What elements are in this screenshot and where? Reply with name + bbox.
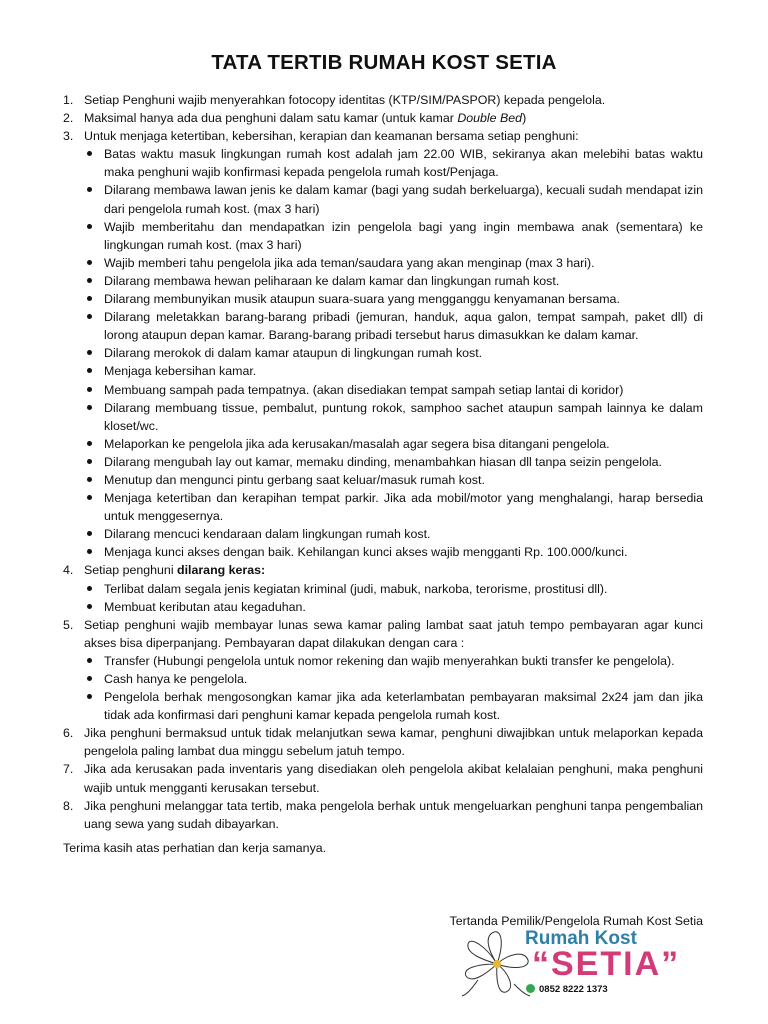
rule-text: Jika penghuni melanggar tata tertib, maka pengelola berhak untuk mengeluarkan penghuni tanpa pengembalian uang sewa yang sudah dibayarkan.: [84, 798, 703, 831]
rule-subitem: Transfer (Hubungi pengelola untuk nomor rekening dan wajib menyerahkan bukti transfer ke pengelola).: [84, 652, 703, 670]
logo-brand-text: Rumah Kost: [525, 928, 637, 949]
rules-list: [63, 91, 703, 833]
document-body: [63, 91, 703, 857]
rule-text: Jika ada kerusakan pada inventaris yang disediakan oleh pengelola akibat kelalaian penghuni, maka penghuni wajib untuk mengganti kerusakan tersebut.: [84, 762, 703, 795]
rule-item: [63, 127, 703, 561]
rule-subitem: Menjaga ketertiban dan kerapihan tempat parkir. Jika ada mobil/motor yang menghalangi, harap bersedia untuk menggesernya.: [84, 489, 703, 525]
logo-name-text: “SETIA”: [532, 945, 681, 983]
rule-subitem: Dilarang meletakkan barang-barang pribadi (jemuran, handuk, aqua galon, tempat sampah, paket dll) di lorong ataupun depan kamar. Barang-barang pribadi tersebut harus dimasukkan ke dalam kamar.: [84, 308, 703, 344]
rule-number: 2.: [63, 111, 74, 126]
closing-text: Terima kasih atas perhatian dan kerja samanya.: [63, 840, 327, 855]
rule-subitem: Terlibat dalam segala jenis kegiatan kriminal (judi, mabuk, narkoba, terorisme, prostitusi dll).: [84, 580, 703, 598]
rule-subitems: [84, 652, 703, 724]
rule-bold: dilarang keras:: [177, 563, 266, 578]
rule-subitem: Wajib memberitahu dan mendapatkan izin pengelola bagi yang ingin membawa anak (sementara) ke lingkungan rumah kost. (max 3 hari): [84, 218, 703, 254]
rule-subitems: [84, 145, 703, 561]
document-title: TATA TERTIB RUMAH KOST SETIA: [211, 51, 557, 74]
rule-text: Untuk menjaga ketertiban, kebersihan, kerapian dan keamanan bersama setiap penghuni:: [84, 129, 579, 144]
rule-subitem: Menjaga kebersihan kamar.: [84, 362, 703, 380]
rule-subitem: Wajib memberi tahu pengelola jika ada teman/saudara yang akan menginap (max 3 hari).: [84, 254, 703, 272]
rule-number: 4.: [63, 563, 74, 578]
rule-number: 5.: [63, 617, 74, 632]
rule-text: Setiap penghuni wajib membayar lunas sewa kamar paling lambat saat jatuh tempo pembayaran agar kunci akses bisa diperpanjang. Pembayaran dapat dilakukan dengan cara :: [84, 617, 703, 650]
rule-item: [63, 109, 703, 127]
rule-item: [63, 561, 703, 615]
rule-item: [63, 797, 703, 833]
rule-subitem: Batas waktu masuk lingkungan rumah kost adalah jam 22.00 WIB, sekiranya akan melebihi batas waktu maka penghuni wajib konfirmasi kepada pengelola rumah kost/Penjaga.: [84, 145, 703, 181]
rule-subitem: Dilarang membunyikan musik ataupun suara-suara yang mengganggu kenyamanan bersama.: [84, 290, 703, 308]
rule-subitem: Dilarang membuang tissue, pembalut, puntung rokok, samphoo sachet ataupun sampah lainnya ke dalam kloset/wc.: [84, 399, 703, 435]
rule-subitem: Cash hanya ke pengelola.: [84, 670, 703, 688]
rule-text-after: ): [522, 111, 527, 126]
rule-item: [63, 724, 703, 760]
rule-subitem: Dilarang mengubah lay out kamar, memaku dinding, menambahkan hiasan dll tanpa seizin pengelola.: [84, 453, 703, 471]
signature-line: Tertanda Pemilik/Pengelola Rumah Kost Setia: [449, 914, 703, 928]
rule-number: 6.: [63, 726, 74, 741]
rule-text: Setiap penghuni: [84, 563, 178, 578]
rule-subitem: Dilarang mencuci kendaraan dalam lingkungan rumah kost.: [84, 525, 703, 543]
rule-subitem: Dilarang membawa lawan jenis ke dalam kamar (bagi yang sudah berkeluarga), kecuali sudah mendapat izin dari pengelola rumah kost. (max 3 hari): [84, 181, 703, 217]
whatsapp-icon: [526, 984, 535, 993]
rule-text: Jika penghuni bermaksud untuk tidak melanjutkan sewa kamar, penghuni diwajibkan untuk melaporkan kepada pengelola paling lambat dua minggu sebelum jatuh tempo.: [84, 726, 703, 759]
rule-subitem: Menjaga kunci akses dengan baik. Kehilangan kunci akses wajib mengganti Rp. 100.000/kunci.: [84, 543, 703, 561]
rule-number: 3.: [63, 129, 74, 144]
rule-number: 7.: [63, 762, 74, 777]
rule-subitem: Dilarang merokok di dalam kamar ataupun di lingkungan rumah kost.: [84, 344, 703, 362]
rule-item: [63, 91, 703, 109]
rule-text: Setiap Penghuni wajib menyerahkan fotocopy identitas (KTP/SIM/PASPOR) kepada pengelola.: [84, 93, 606, 107]
rule-subitem: Dilarang membawa hewan peliharaan ke dalam kamar dan lingkungan rumah kost.: [84, 272, 703, 290]
rule-subitem: Membuang sampah pada tempatnya. (akan disediakan tempat sampah setiap lantai di koridor): [84, 381, 703, 399]
rule-number: 1.: [63, 93, 74, 107]
rule-text: Maksimal hanya ada dua penghuni dalam satu kamar (untuk kamar: [84, 111, 458, 126]
rule-emphasis: Double Bed: [457, 111, 523, 126]
logo-phone-number: 0852 8222 1373: [539, 984, 608, 995]
rule-subitem: Melaporkan ke pengelola jika ada kerusakan/masalah agar segera bisa ditangani pengelola.: [84, 435, 703, 453]
rule-item: [63, 616, 703, 725]
rule-subitem: Membuat keributan atau kegaduhan.: [84, 598, 703, 616]
rule-subitem: Menutup dan mengunci pintu gerbang saat keluar/masuk rumah kost.: [84, 471, 703, 489]
rule-number: 8.: [63, 798, 74, 813]
kost-logo: [458, 928, 706, 998]
rule-item: [63, 760, 703, 796]
rule-subitems: [84, 580, 703, 616]
rule-subitem: Pengelola berhak mengosongkan kamar jika ada keterlambatan pembayaran maksimal 2x24 jam dan jika tidak ada konfirmasi dari penghuni kamar kepada pengelola rumah kost.: [84, 688, 703, 724]
logo-phone: [526, 984, 608, 996]
